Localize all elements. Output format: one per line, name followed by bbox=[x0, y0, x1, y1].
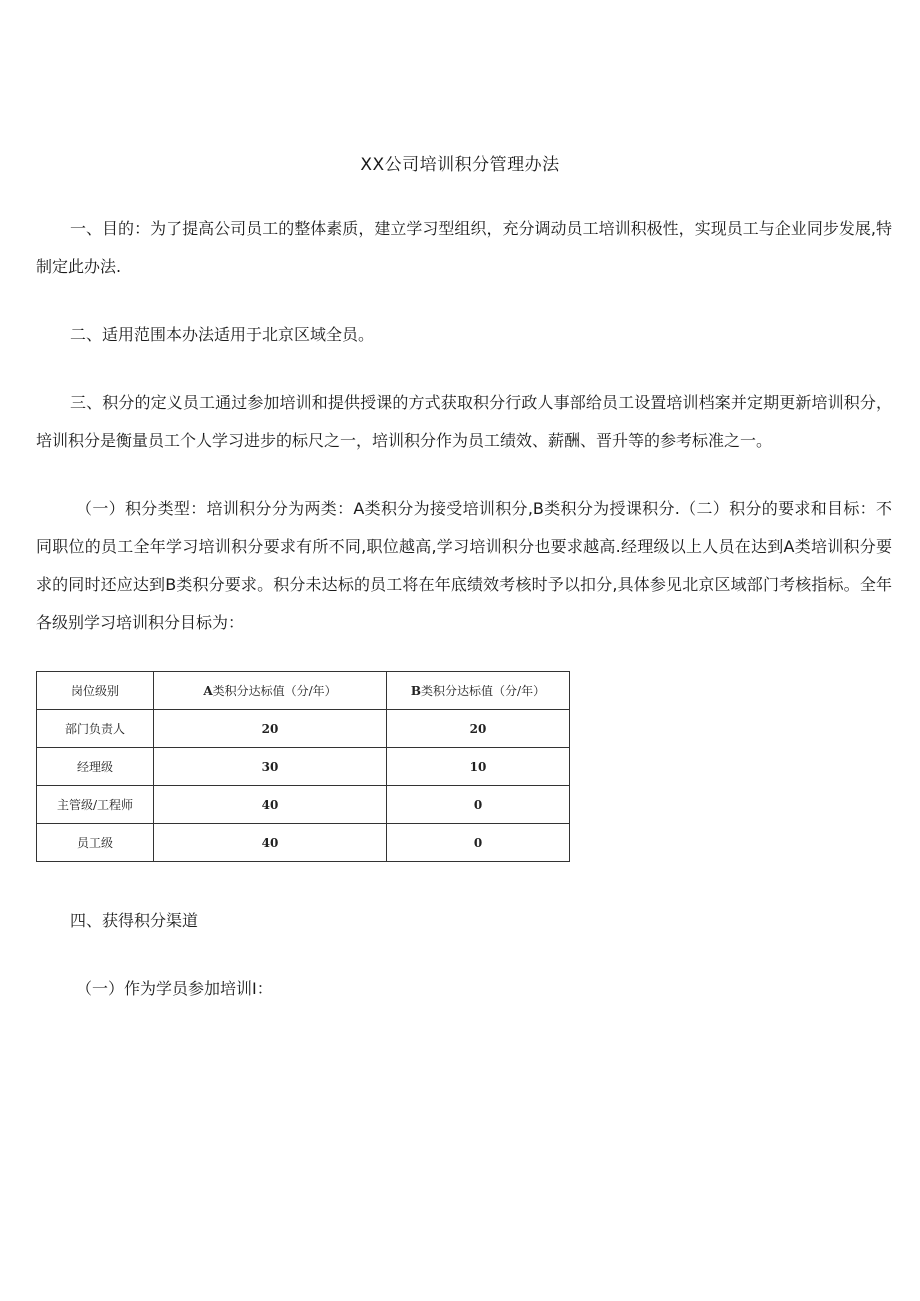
header-a-prefix: A bbox=[203, 684, 213, 698]
points-target-table-wrap bbox=[36, 671, 570, 862]
row-level: 部门负责人 bbox=[37, 710, 154, 748]
row-a-value: 40 bbox=[154, 786, 387, 824]
row-b-value: 0 bbox=[387, 824, 570, 862]
table-header-row bbox=[37, 672, 570, 710]
row-level: 主管级/工程师 bbox=[37, 786, 154, 824]
header-b-prefix: B bbox=[410, 684, 422, 698]
table-row bbox=[37, 824, 570, 862]
header-a-label: 类积分达标值（分/年） bbox=[212, 684, 337, 698]
row-b-value: 10 bbox=[387, 748, 570, 786]
document-title: XX公司培训积分管理办法 bbox=[360, 155, 560, 175]
row-a-value: 40 bbox=[154, 824, 387, 862]
row-b-value: 20 bbox=[387, 710, 570, 748]
header-b-label: 类积分达标值（分/年） bbox=[421, 684, 546, 698]
row-level: 员工级 bbox=[37, 824, 154, 862]
table-row bbox=[37, 710, 570, 748]
points-target-table bbox=[36, 671, 570, 862]
subsection-heading-trainee: （一）作为学员参加培训I： bbox=[76, 979, 273, 998]
table-row bbox=[37, 748, 570, 786]
section-heading-channels: 四、获得积分渠道 bbox=[70, 911, 199, 930]
row-b-value: 0 bbox=[387, 786, 570, 824]
row-level: 经理级 bbox=[37, 748, 154, 786]
header-b-target bbox=[387, 672, 570, 710]
row-a-value: 30 bbox=[154, 748, 387, 786]
paragraph-definition: 三、积分的定义员工通过参加培训和提供授课的方式获取积分行政人事部给员工设置培训档案并定期更新培训积分，培训积分是衡量员工个人学习进步的标尺之一，培训积分作为员工绩效、薪酬、晋升等的参考标准之一。 bbox=[36, 393, 892, 450]
header-a-target bbox=[154, 672, 387, 710]
header-level: 岗位级别 bbox=[37, 672, 154, 710]
row-a-value: 20 bbox=[154, 710, 387, 748]
paragraph-purpose: 一、目的：为了提高公司员工的整体素质，建立学习型组织，充分调动员工培训积极性，实现员工与企业同步发展,特制定此办法. bbox=[36, 219, 892, 276]
paragraph-scope: 二、适用范围本办法适用于北京区域全员。 bbox=[70, 325, 375, 344]
table-row bbox=[37, 786, 570, 824]
paragraph-types: （一）积分类型：培训积分分为两类：A类积分为接受培训积分,B类积分为授课积分.（二）积分的要求和目标：不同职位的员工全年学习培训积分要求有所不同,职位越高,学习培训积分也要求越高.经理级以上人员在达到A类培训积分要求的同时还应达到B类积分要求。积分未达标的员工将在年底绩效考核时予以扣分,具体参见北京区域部门考核指标。全年各级别学习培训积分目标为： bbox=[36, 499, 892, 632]
